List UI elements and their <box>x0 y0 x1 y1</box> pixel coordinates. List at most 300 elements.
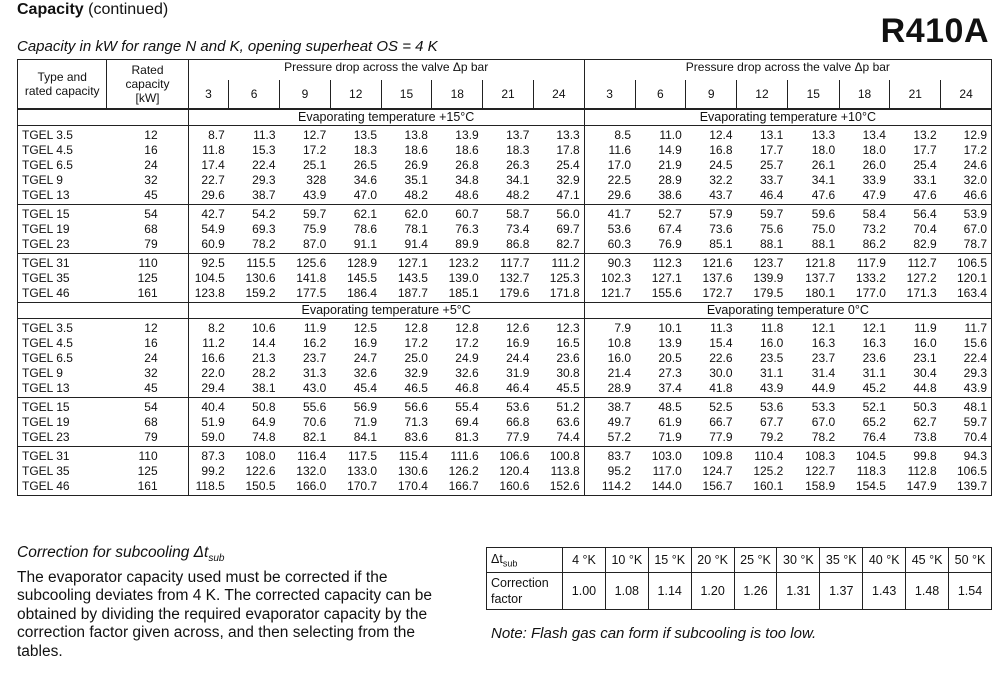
capacity-value: 88.1 <box>811 237 836 251</box>
capacity-value: 25.4 <box>913 158 937 172</box>
capacity-value: 13.3 <box>533 126 584 144</box>
table-row <box>18 143 992 158</box>
capacity-value: 32.6 <box>353 366 378 380</box>
capacity-value: 52.7 <box>635 205 686 223</box>
row-type: TGEL 6.5 <box>18 158 107 173</box>
capacity-value: 73.8 <box>913 430 937 444</box>
capacity-value: 128.9 <box>330 254 381 272</box>
row-type: TGEL 31 <box>18 447 107 465</box>
correction-temp-row <box>487 548 992 573</box>
capacity-value: 43.0 <box>302 381 327 395</box>
capacity-value: 64.9 <box>252 415 276 429</box>
pressure-col-left-18: 18 <box>432 80 483 109</box>
table-row <box>18 271 992 286</box>
capacity-value: 83.6 <box>404 430 428 444</box>
capacity-value: 12.7 <box>280 126 331 144</box>
correction-factor-table <box>486 547 992 610</box>
capacity-value: 120.4 <box>499 464 530 478</box>
capacity-value: 154.5 <box>839 479 890 496</box>
capacity-value: 32.6 <box>455 366 479 380</box>
capacity-value: 172.7 <box>702 286 733 300</box>
row-type: TGEL 3.5 <box>18 126 107 144</box>
capacity-value: 177.0 <box>855 286 886 300</box>
capacity-value: 47.0 <box>353 188 378 202</box>
capacity-value: 26.8 <box>455 158 479 172</box>
capacity-value: 117.9 <box>839 254 890 272</box>
capacity-value: 16.3 <box>811 336 836 350</box>
row-rated-capacity: 45 <box>144 188 158 202</box>
correction-factor-row <box>487 573 992 610</box>
capacity-value: 110.4 <box>737 447 788 465</box>
table-row <box>18 351 992 366</box>
row-rated-capacity: 16 <box>144 143 158 157</box>
table-row <box>18 158 992 173</box>
row-type: TGEL 3.5 <box>18 319 107 337</box>
capacity-value: 16.2 <box>302 336 327 350</box>
capacity-value: 108.0 <box>229 447 280 465</box>
capacity-value: 17.8 <box>556 143 580 157</box>
capacity-value: 24.5 <box>709 158 733 172</box>
capacity-value: 125.6 <box>280 254 331 272</box>
capacity-value: 144.0 <box>635 479 686 496</box>
capacity-value: 185.1 <box>448 286 479 300</box>
capacity-value: 74.8 <box>252 430 276 444</box>
capacity-value: 11.6 <box>584 143 635 158</box>
capacity-value: 48.6 <box>455 188 479 202</box>
capacity-value: 95.2 <box>584 464 635 479</box>
capacity-value: 328 <box>306 173 327 187</box>
row-rated-capacity: 161 <box>137 286 158 300</box>
capacity-value: 91.4 <box>404 237 428 251</box>
capacity-value: 34.6 <box>353 173 378 187</box>
section-title-left: Evaporating temperature +15°C <box>188 109 584 126</box>
capacity-value: 22.5 <box>584 173 635 188</box>
capacity-value: 44.9 <box>811 381 836 395</box>
capacity-value: 11.9 <box>890 319 941 337</box>
capacity-value: 15.6 <box>941 336 992 351</box>
row-rated-capacity: 45 <box>144 381 158 395</box>
capacity-value: 123.8 <box>188 286 229 303</box>
capacity-value: 113.8 <box>550 464 580 478</box>
table-row <box>18 237 992 254</box>
table-row <box>18 430 992 447</box>
header-row-top <box>18 60 992 81</box>
capacity-value: 121.7 <box>584 286 635 303</box>
capacity-value: 78.2 <box>252 237 276 251</box>
capacity-value: 84.1 <box>353 430 378 444</box>
capacity-value: 37.4 <box>658 381 682 395</box>
capacity-value: 15.3 <box>252 143 276 157</box>
capacity-value: 75.0 <box>811 222 836 236</box>
capacity-value: 90.3 <box>584 254 635 272</box>
row-rated-capacity: 79 <box>144 430 158 444</box>
capacity-value: 30.4 <box>913 366 937 380</box>
capacity-value: 18.6 <box>455 143 479 157</box>
capacity-value: 11.8 <box>737 319 788 337</box>
correction-title: Correction for subcooling $\Delta t_{sub}$ <box>17 544 225 565</box>
capacity-value: 22.7 <box>188 173 229 188</box>
correction-factor-value: 1.37 <box>820 573 863 610</box>
capacity-value: 25.0 <box>404 351 428 365</box>
capacity-value: 115.5 <box>229 254 280 272</box>
capacity-value: 75.6 <box>759 222 784 236</box>
capacity-value: 104.5 <box>188 271 229 286</box>
capacity-value: 132.0 <box>296 464 327 478</box>
correction-factor-value: 1.48 <box>906 573 949 610</box>
capacity-value: 61.9 <box>658 415 682 429</box>
capacity-value: 160.1 <box>737 479 788 496</box>
capacity-value: 70.4 <box>941 430 992 447</box>
capacity-value: 118.3 <box>856 464 886 478</box>
capacity-value: 76.3 <box>455 222 479 236</box>
capacity-value: 79.2 <box>759 430 784 444</box>
capacity-value: 16.9 <box>353 336 378 350</box>
capacity-value: 56.6 <box>381 398 432 416</box>
capacity-value: 160.6 <box>483 479 534 496</box>
capacity-value: 25.4 <box>556 158 580 172</box>
capacity-value: 23.6 <box>862 351 886 365</box>
capacity-value: 12.1 <box>839 319 890 337</box>
capacity-value: 40.4 <box>188 398 229 416</box>
capacity-value: 29.6 <box>584 188 635 205</box>
capacity-value: 17.7 <box>913 143 937 157</box>
capacity-value: 50.8 <box>229 398 280 416</box>
capacity-value: 24.6 <box>941 158 992 173</box>
capacity-value: 137.7 <box>805 271 836 285</box>
capacity-value: 8.7 <box>188 126 229 144</box>
capacity-value: 78.6 <box>353 222 378 236</box>
capacity-value: 35.1 <box>404 173 428 187</box>
capacity-value: 43.9 <box>941 381 992 398</box>
capacity-value: 23.7 <box>811 351 836 365</box>
capacity-value: 46.6 <box>941 188 992 205</box>
capacity-value: 10.1 <box>635 319 686 337</box>
capacity-value: 10.8 <box>584 336 635 351</box>
capacity-value: 46.8 <box>455 381 479 395</box>
capacity-value: 120.1 <box>941 271 992 286</box>
capacity-value: 116.4 <box>280 447 331 465</box>
capacity-value: 137.6 <box>702 271 733 285</box>
capacity-value: 12.3 <box>533 319 584 337</box>
table-row <box>18 319 992 337</box>
capacity-value: 82.9 <box>913 237 937 251</box>
capacity-value: 170.4 <box>381 479 432 496</box>
pressure-col-right-9: 9 <box>686 80 737 109</box>
capacity-value: 62.0 <box>381 205 432 223</box>
row-rated-capacity: 79 <box>144 237 158 251</box>
capacity-value: 112.3 <box>635 254 686 272</box>
section-title-row <box>18 303 992 319</box>
row-type: TGEL 4.5 <box>18 336 107 351</box>
capacity-value: 7.9 <box>584 319 635 337</box>
capacity-value: 29.3 <box>252 173 276 187</box>
capacity-value: 81.3 <box>455 430 479 444</box>
capacity-value: 99.8 <box>890 447 941 465</box>
capacity-value: 31.3 <box>302 366 327 380</box>
capacity-value: 89.9 <box>455 237 479 251</box>
capacity-value: 112.7 <box>890 254 941 272</box>
capacity-value: 123.2 <box>432 254 483 272</box>
capacity-value: 125.2 <box>753 464 784 478</box>
capacity-value: 51.9 <box>188 415 229 430</box>
correction-description <box>17 544 457 662</box>
capacity-value: 109.8 <box>686 447 737 465</box>
capacity-value: 16.5 <box>556 336 580 350</box>
capacity-value: 102.3 <box>584 271 635 286</box>
capacity-value: 71.9 <box>353 415 378 429</box>
capacity-value: 108.3 <box>787 447 839 465</box>
capacity-value: 127.1 <box>651 271 682 285</box>
row-rated-capacity: 68 <box>144 222 158 236</box>
capacity-value: 63.6 <box>556 415 580 429</box>
capacity-value: 121.6 <box>686 254 737 272</box>
capacity-value: 33.1 <box>913 173 937 187</box>
capacity-value: 16.0 <box>759 336 784 350</box>
capacity-value: 13.5 <box>330 126 381 144</box>
capacity-value: 171.3 <box>906 286 937 300</box>
capacity-value: 59.7 <box>941 415 992 430</box>
subcooling-temp: 35 °K <box>820 548 863 573</box>
capacity-value: 59.6 <box>787 205 839 223</box>
correction-factor-value: 1.20 <box>691 573 734 610</box>
pressure-col-right-6: 6 <box>635 80 686 109</box>
capacity-value: 69.7 <box>556 222 580 236</box>
capacity-value: 12.6 <box>483 319 534 337</box>
capacity-value: 53.6 <box>737 398 788 416</box>
capacity-value: 139.0 <box>448 271 479 285</box>
capacity-value: 71.3 <box>404 415 428 429</box>
subcooling-temp: 15 °K <box>648 548 691 573</box>
table-row <box>18 205 992 223</box>
capacity-value: 13.3 <box>787 126 839 144</box>
capacity-value: 111.6 <box>432 447 483 465</box>
subcooling-temp: 4 °K <box>563 548 606 573</box>
capacity-value: 83.7 <box>584 447 635 465</box>
capacity-value: 51.2 <box>533 398 584 416</box>
capacity-value: 47.9 <box>862 188 886 202</box>
capacity-value: 17.2 <box>455 336 479 350</box>
capacity-value: 16.6 <box>188 351 229 366</box>
type-header: Type and rated capacity <box>18 60 107 110</box>
capacity-value: 166.0 <box>280 479 331 496</box>
capacity-value: 53.3 <box>787 398 839 416</box>
capacity-value: 16.8 <box>709 143 733 157</box>
capacity-value: 13.4 <box>839 126 890 144</box>
capacity-value: 150.5 <box>229 479 280 496</box>
row-rated-capacity: 24 <box>144 351 158 365</box>
capacity-value: 16.0 <box>584 351 635 366</box>
subcooling-temp: 25 °K <box>734 548 777 573</box>
row-type: TGEL 35 <box>18 271 107 286</box>
capacity-value: 48.2 <box>506 188 530 202</box>
row-rated-capacity: 16 <box>144 336 158 350</box>
capacity-value: 25.1 <box>302 158 327 172</box>
capacity-value: 18.0 <box>811 143 836 157</box>
capacity-value: 46.5 <box>404 381 428 395</box>
capacity-value: 117.7 <box>483 254 534 272</box>
capacity-value: 130.6 <box>397 464 428 478</box>
capacity-value: 22.4 <box>252 158 276 172</box>
correction-factor-value: 1.08 <box>605 573 648 610</box>
capacity-value: 143.5 <box>397 271 428 285</box>
subcooling-temp: 30 °K <box>777 548 820 573</box>
capacity-value: 13.9 <box>432 126 483 144</box>
capacity-value: 13.2 <box>890 126 941 144</box>
row-rated-capacity: 110 <box>107 447 188 465</box>
capacity-value: 106.6 <box>483 447 534 465</box>
capacity-value: 171.8 <box>549 286 580 300</box>
capacity-value: 155.6 <box>651 286 682 300</box>
capacity-value: 60.3 <box>584 237 635 254</box>
capacity-value: 121.8 <box>787 254 839 272</box>
correction-factor-value: 1.26 <box>734 573 777 610</box>
capacity-value: 55.6 <box>280 398 331 416</box>
capacity-value: 26.9 <box>404 158 428 172</box>
row-rated-capacity: 12 <box>107 319 188 337</box>
capacity-value: 82.7 <box>556 237 580 251</box>
capacity-value: 53.6 <box>483 398 534 416</box>
capacity-value: 77.9 <box>709 430 733 444</box>
capacity-value: 59.7 <box>737 205 788 223</box>
capacity-value: 26.0 <box>862 158 886 172</box>
capacity-value: 87.3 <box>188 447 229 465</box>
row-type: TGEL 31 <box>18 254 107 272</box>
capacity-value: 38.7 <box>584 398 635 416</box>
capacity-value: 17.2 <box>302 143 327 157</box>
pressure-col-left-12: 12 <box>330 80 381 109</box>
capacity-value: 8.2 <box>188 319 229 337</box>
pressure-col-left-6: 6 <box>229 80 280 109</box>
capacity-value: 13.1 <box>737 126 788 144</box>
correction-factor-value: 1.54 <box>949 573 992 610</box>
row-type: TGEL 13 <box>18 381 107 398</box>
capacity-value: 11.3 <box>229 126 280 144</box>
capacity-value: 118.5 <box>188 479 229 496</box>
capacity-value: 69.4 <box>455 415 479 429</box>
capacity-value: 32.0 <box>941 173 992 188</box>
capacity-value: 78.2 <box>811 430 836 444</box>
capacity-value: 139.9 <box>753 271 784 285</box>
capacity-value: 141.8 <box>296 271 327 285</box>
capacity-value: 156.7 <box>686 479 737 496</box>
capacity-value: 25.7 <box>759 158 784 172</box>
capacity-value: 170.7 <box>330 479 381 496</box>
capacity-value: 23.1 <box>913 351 937 365</box>
capacity-value: 57.2 <box>584 430 635 447</box>
capacity-value: 24.4 <box>506 351 530 365</box>
section-title-right: Evaporating temperature 0°C <box>584 303 991 319</box>
capacity-value: 86.8 <box>506 237 530 251</box>
capacity-value: 11.9 <box>280 319 331 337</box>
capacity-value: 34.1 <box>506 173 530 187</box>
capacity-value: 58.4 <box>839 205 890 223</box>
capacity-value: 17.0 <box>584 158 635 173</box>
table-row <box>18 126 992 144</box>
capacity-value: 122.7 <box>805 464 836 478</box>
capacity-value: 12.4 <box>686 126 737 144</box>
capacity-value: 16.3 <box>862 336 886 350</box>
capacity-value: 14.9 <box>658 143 682 157</box>
correction-factor-value: 1.31 <box>777 573 820 610</box>
capacity-value: 52.1 <box>839 398 890 416</box>
capacity-value: 67.4 <box>658 222 682 236</box>
capacity-value: 57.9 <box>686 205 737 223</box>
table-row <box>18 398 992 416</box>
pressure-col-right-21: 21 <box>890 80 941 109</box>
capacity-value: 132.7 <box>499 271 530 285</box>
capacity-value: 48.2 <box>404 188 428 202</box>
capacity-value: 122.6 <box>245 464 276 478</box>
capacity-value: 13.7 <box>483 126 534 144</box>
section-title-spacer <box>18 109 189 126</box>
capacity-value: 31.9 <box>506 366 530 380</box>
capacity-value: 166.7 <box>432 479 483 496</box>
capacity-value: 139.7 <box>941 479 992 496</box>
capacity-value: 71.9 <box>658 430 682 444</box>
capacity-value: 159.2 <box>245 286 276 300</box>
capacity-value: 29.4 <box>188 381 229 398</box>
capacity-value: 127.1 <box>381 254 432 272</box>
correction-factor-value: 1.00 <box>563 573 606 610</box>
capacity-value: 12.5 <box>330 319 381 337</box>
row-type: TGEL 46 <box>18 479 107 496</box>
capacity-value: 26.3 <box>506 158 530 172</box>
capacity-value: 17.2 <box>404 336 428 350</box>
capacity-value: 16.9 <box>506 336 530 350</box>
capacity-value: 91.1 <box>353 237 378 251</box>
capacity-value: 44.8 <box>913 381 937 395</box>
row-rated-capacity: 110 <box>107 254 188 272</box>
pressure-col-left-15: 15 <box>381 80 432 109</box>
capacity-value: 78.7 <box>941 237 992 254</box>
capacity-value: 58.7 <box>483 205 534 223</box>
delta-t-sub-label: $\Delta t_{sub}$ <box>487 548 563 573</box>
subcooling-temp: 10 °K <box>605 548 648 573</box>
capacity-value: 49.7 <box>584 415 635 430</box>
row-type: TGEL 15 <box>18 205 107 223</box>
capacity-value: 22.4 <box>941 351 992 366</box>
capacity-value: 73.4 <box>506 222 530 236</box>
section-title-left: Evaporating temperature +5°C <box>188 303 584 319</box>
capacity-value: 30.0 <box>709 366 733 380</box>
capacity-value: 12.9 <box>941 126 992 144</box>
pressure-col-left-24: 24 <box>533 80 584 109</box>
capacity-value: 70.4 <box>913 222 937 236</box>
capacity-value: 26.1 <box>811 158 836 172</box>
capacity-value: 26.5 <box>353 158 378 172</box>
capacity-value: 123.7 <box>737 254 788 272</box>
capacity-value: 66.8 <box>506 415 530 429</box>
capacity-value: 94.3 <box>941 447 992 465</box>
capacity-value: 10.6 <box>229 319 280 337</box>
row-type: TGEL 19 <box>18 222 107 237</box>
row-rated-capacity: 32 <box>144 173 158 187</box>
capacity-value: 67.7 <box>759 415 784 429</box>
capacity-value: 99.2 <box>188 464 229 479</box>
capacity-value: 53.6 <box>584 222 635 237</box>
refrigerant-label: R410A <box>880 12 989 50</box>
capacity-value: 29.3 <box>941 366 992 381</box>
capacity-value: 180.1 <box>805 286 836 300</box>
capacity-value: 16.0 <box>913 336 937 350</box>
pressure-col-right-24: 24 <box>941 80 992 109</box>
capacity-value: 66.7 <box>709 415 733 429</box>
heading-rest: (continued) <box>83 1 169 18</box>
capacity-value: 53.9 <box>941 205 992 223</box>
capacity-value: 23.5 <box>759 351 784 365</box>
capacity-value: 33.9 <box>862 173 886 187</box>
capacity-value: 11.0 <box>635 126 686 144</box>
